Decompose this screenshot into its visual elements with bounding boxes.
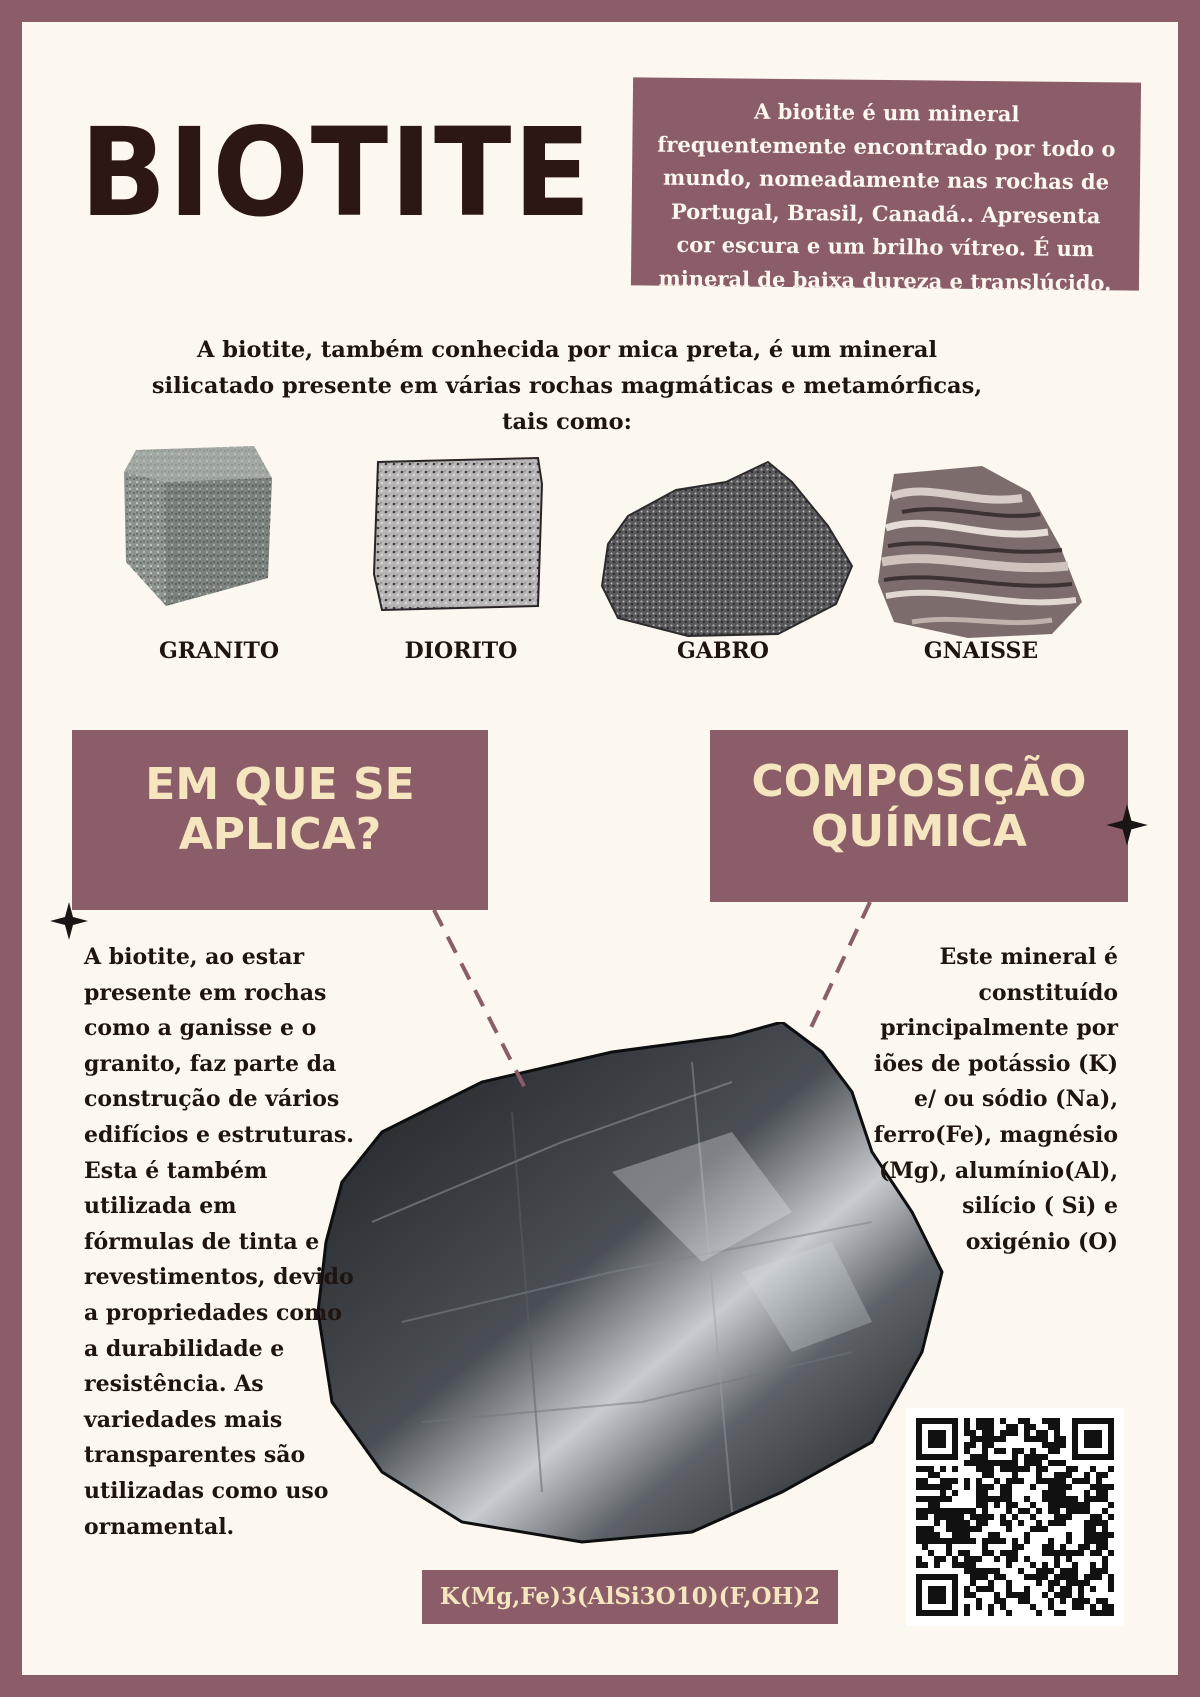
apply-heading-line1: EM QUE SE xyxy=(145,759,415,810)
apply-heading-line2: APLICA? xyxy=(178,809,382,860)
intro-text: A biotite é um mineral frequentemente encontrado por todo o mundo, nomeadamente nas rochas de Portugal, Brasil, Canadá.. Apresenta cor escura e um brilho vítreo. É um mineral de baixa dureza e translúcido. xyxy=(657,98,1116,295)
sparkle-star-icon xyxy=(48,900,90,942)
qr-code[interactable] xyxy=(906,1408,1124,1626)
subtitle: A biotite, também conhecida por mica preta, é um mineral silicatado presente em várias rochas magmáticas e metamórficas, tais como: xyxy=(151,337,983,435)
chem-heading-line1: COMPOSIÇÃO xyxy=(751,756,1087,807)
rock-label-gnaisse: GNAISSE xyxy=(923,638,1039,664)
rock-label-gabro: GABRO xyxy=(677,638,769,664)
page-title: BIOTITE xyxy=(80,102,593,244)
sparkle-star-icon xyxy=(1104,802,1150,848)
rock-label-diorito: DIORITO xyxy=(404,638,518,664)
rock-label-granito: GRANITO xyxy=(158,638,280,664)
chem-text: Este mineral é constituído principalmente por iões de potássio (K) e/ ou sódio (Na), ferro(Fe), magnésio (Mg), alumínio(Al), silício ( Si) e oxigénio (O) xyxy=(873,944,1118,1255)
apply-text: A biotite, ao estar presente em rochas como a ganisse e o granito, faz parte da construção de vários edifícios e estruturas. Esta é também utilizada em fórmulas de tinta e revestimentos, devido a propriedades como a durabilidade e resistência. As variedades mais transparentes são utilizadas como uso ornamental. xyxy=(84,944,354,1540)
poster xyxy=(22,22,1178,1675)
chemical-formula: K(Mg,Fe)3(AlSi3O10)(F,OH)2 xyxy=(422,1570,838,1624)
chem-heading-line2: QUÍMICA xyxy=(810,806,1027,857)
